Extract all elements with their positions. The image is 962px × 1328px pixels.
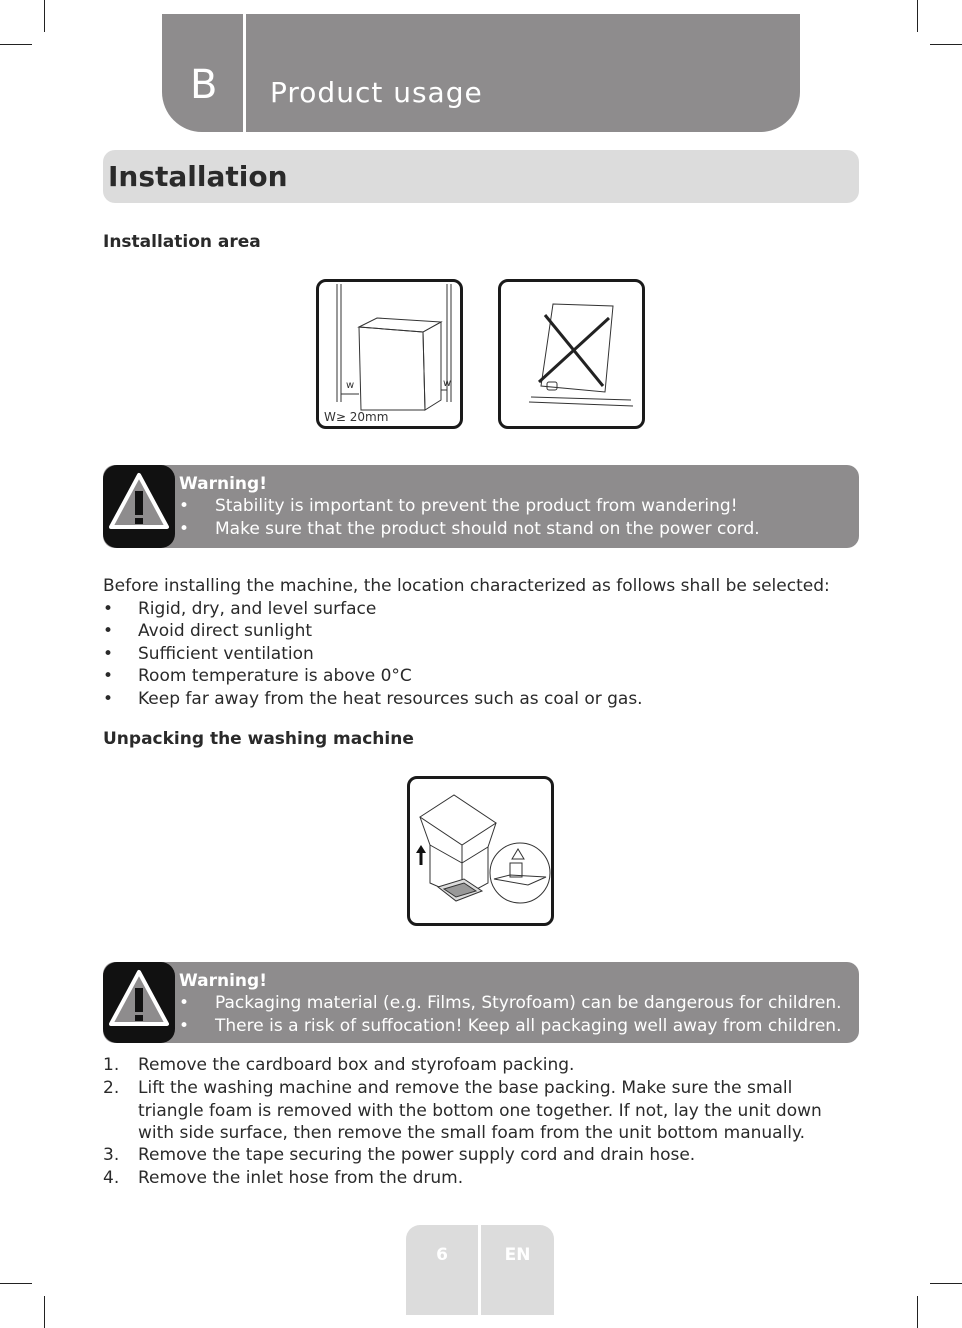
bullet-glyph: • — [179, 519, 190, 539]
location-item-text: Sufficient ventilation — [138, 644, 314, 664]
clearance-illustration — [319, 282, 460, 426]
tilted-surface-figure — [498, 279, 645, 429]
installation-clearance-figure — [316, 279, 463, 429]
step-number: 2. — [103, 1078, 120, 1098]
warning-title: Warning! — [179, 971, 267, 991]
warning-triangle-icon — [103, 962, 175, 1043]
chapter-divider — [243, 14, 246, 132]
step-number: 3. — [103, 1145, 120, 1165]
crop-mark — [917, 1296, 918, 1328]
location-item-text: Avoid direct sunlight — [138, 621, 313, 641]
step-number: 1. — [103, 1055, 120, 1075]
clearance-w-left: w — [346, 380, 355, 391]
warning-item-text: Make sure that the product should not stand on the power cord. — [215, 519, 760, 539]
installation-area-heading: Installation area — [103, 232, 261, 252]
step-item — [103, 1167, 863, 1190]
chapter-title: Product usage — [270, 76, 483, 109]
crop-mark — [0, 1283, 32, 1284]
bullet-glyph: • — [103, 666, 114, 686]
footer-lang-tab — [481, 1225, 554, 1315]
clearance-label: W≥ 20mm — [324, 410, 389, 424]
warning-triangle-icon — [103, 465, 175, 548]
bullet-glyph: • — [103, 599, 114, 619]
chapter-header — [162, 14, 800, 132]
step-item — [103, 1054, 863, 1077]
bullet-glyph: • — [179, 496, 190, 516]
clearance-w-right: w — [443, 378, 452, 389]
location-item-text: Rigid, dry, and level surface — [138, 599, 377, 619]
warning-icon-frame — [103, 962, 175, 1043]
step-text: Remove the cardboard box and styrofoam packing. — [138, 1055, 575, 1075]
location-intro: Before installing the machine, the location characterized as follows shall be selected: — [103, 576, 830, 596]
page-number: 6 — [436, 1245, 448, 1265]
bullet-glyph: • — [179, 1016, 190, 1036]
unpacking-figure — [407, 776, 554, 926]
bullet-glyph: • — [103, 689, 114, 709]
warning-item-text: Stability is important to prevent the product from wandering! — [215, 496, 738, 516]
crop-mark — [930, 1283, 962, 1284]
warning-icon-frame — [103, 465, 175, 548]
location-item-text: Keep far away from the heat resources such as coal or gas. — [138, 689, 643, 709]
step-text: Lift the washing machine and remove the base packing. Make sure the small triangle foam is removed with the bottom one together. If not, lay the unit down with side surface, then remove the small foam from the unit bottom manually. — [138, 1078, 822, 1144]
location-item-text: Room temperature is above 0°C — [138, 666, 412, 686]
step-item — [103, 1077, 863, 1145]
footer-page-tab — [406, 1225, 478, 1315]
crop-mark — [44, 1296, 45, 1328]
crop-mark — [44, 0, 45, 32]
crop-mark — [930, 44, 962, 45]
step-text: Remove the tape securing the power supply cord and drain hose. — [138, 1145, 696, 1165]
bullet-glyph: • — [179, 993, 190, 1013]
unpacking-heading: Unpacking the washing machine — [103, 729, 414, 749]
step-item — [103, 1144, 863, 1167]
warning-title: Warning! — [179, 474, 267, 494]
step-number: 4. — [103, 1168, 120, 1188]
crop-mark — [917, 0, 918, 32]
bullet-glyph: • — [103, 621, 114, 641]
section-title: Installation — [108, 160, 288, 193]
warning-item-text: Packaging material (e.g. Films, Styrofoam) can be dangerous for children. — [215, 993, 842, 1013]
language-code: EN — [504, 1245, 531, 1265]
crop-mark — [0, 44, 32, 45]
warning-item-text: There is a risk of suffocation! Keep all packaging well away from children. — [215, 1016, 842, 1036]
tilted-machine-crossed-illustration — [501, 282, 642, 426]
chapter-letter: B — [190, 62, 218, 108]
bullet-glyph: • — [103, 644, 114, 664]
unpacking-illustration — [410, 779, 551, 923]
step-text: Remove the inlet hose from the drum. — [138, 1168, 464, 1188]
